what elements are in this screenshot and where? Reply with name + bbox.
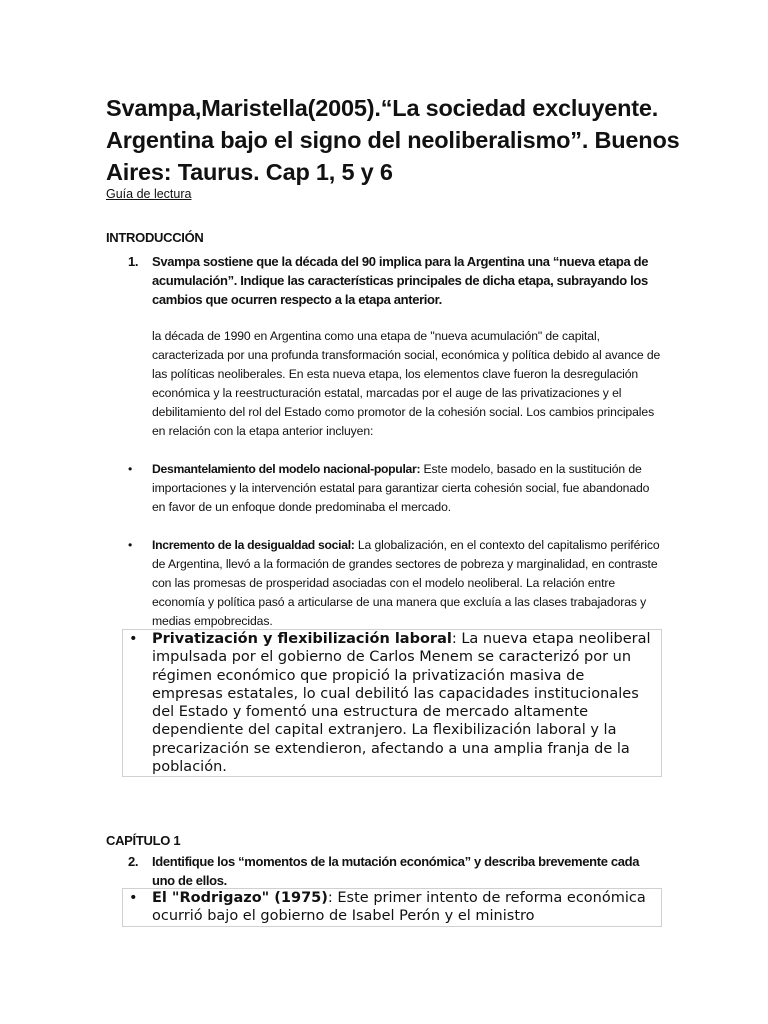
section-heading-capitulo-1: CAPÍTULO 1 bbox=[106, 833, 181, 848]
bullet-marker: • bbox=[128, 538, 133, 552]
boxed-bullet-rodrigazo bbox=[122, 888, 662, 927]
bullet-marker: • bbox=[128, 462, 133, 476]
bullet-text: : La nueva etapa neoliberal impulsada por el gobierno de Carlos Menem se caracterizó por un régimen económico que propició la privatización masiva de empresas estatales, lo cual debilitó las capacidades institucionales del Estado y fomentó una estructura de mercado altamente dependiente del capital extranjero. La flexibilización laboral y la precarización se extendieron, afectando a una amplia franja de la población. bbox=[152, 631, 651, 776]
document-subtitle: Guía de lectura bbox=[106, 187, 192, 201]
bullet-text: La globalización, en el contexto del capitalismo periférico de Argentina, llevó a la formación de grandes sectores de pobreza y marginalidad, en contraste con las promesas de prosperidad asociadas con el modelo neoliberal. La relación entre economía y política pasó a articularse de una manera que excluía a las clases trabajadoras y medias empobrecidas. bbox=[152, 538, 660, 628]
question-1 bbox=[128, 252, 658, 309]
bullet-text: : Este primer intento de reforma económica ocurrió bajo el gobierno de Isabel Perón y el ministro bbox=[152, 890, 646, 925]
document-title: Svampa,Maristella(2005).“La sociedad excluyente. Argentina bajo el signo del neoliberalismo”. Buenos Aires: Taurus. Cap 1, 5 y 6 bbox=[106, 95, 680, 185]
question-2 bbox=[128, 852, 658, 890]
bullet-content bbox=[123, 889, 661, 926]
bullet-marker: • bbox=[129, 631, 138, 647]
bullet-title: Privatización y flexibilización laboral bbox=[152, 631, 452, 647]
question-number: 1. bbox=[128, 254, 139, 269]
bullet-item bbox=[128, 460, 664, 517]
question-text: Identifique los “momentos de la mutación económica” y describa brevemente cada uno de ellos. bbox=[152, 854, 640, 888]
bullet-title: Incremento de la desigualdad social: bbox=[152, 538, 355, 552]
question-number: 2. bbox=[128, 854, 139, 869]
bullet-title: El "Rodrigazo" (1975) bbox=[152, 890, 328, 906]
bullet-content bbox=[128, 460, 664, 517]
bullet-marker: • bbox=[129, 890, 138, 906]
section-heading-introduccion: INTRODUCCIÓN bbox=[106, 230, 204, 245]
bullet-text: Este modelo, basado en la sustitución de importaciones y la intervención estatal para garantizar cierta cohesión social, fue abandonado en favor de un enfoque donde predominaba el mercado. bbox=[152, 462, 650, 514]
boxed-bullet-privatizacion bbox=[122, 629, 662, 777]
bullet-title: Desmantelamiento del modelo nacional-popular: bbox=[152, 462, 421, 476]
bullet-content bbox=[128, 536, 664, 631]
question-text: Svampa sostiene que la década del 90 implica para la Argentina una “nueva etapa de acumulación”. Indique las características principales de dicha etapa, subrayando los cambios que ocurren respecto a la etapa anterior. bbox=[152, 254, 649, 307]
bullet-item bbox=[128, 536, 664, 631]
answer-paragraph: la década de 1990 en Argentina como una etapa de "nueva acumulación" de capital, caracterizada por una profunda transformación social, económica y política debido al avance de las políticas neoliberales. En esta nueva etapa, los elementos clave fueron la desregulación económica y la reestructuración estatal, marcadas por el auge de las privatizaciones y el debilitamiento del rol del Estado como promotor de la cohesión social. Los cambios principales en relación con la etapa anterior incluyen: bbox=[152, 329, 661, 438]
bullet-content bbox=[123, 630, 661, 776]
